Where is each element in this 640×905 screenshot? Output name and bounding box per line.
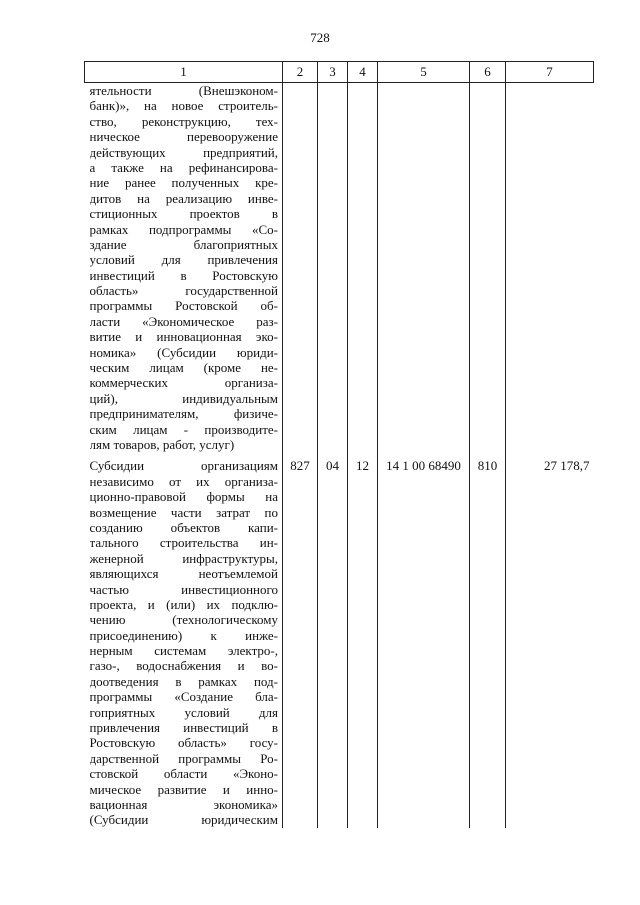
header-col-4: 4 [348,62,378,83]
description-line: номика» (Субсидии юриди- [89,344,278,360]
description-line: частью инвестиционного [89,581,278,597]
row-1-subsection-code [348,83,378,453]
description-line: ционно-правовой формы на [89,489,278,505]
page-number: 728 [310,30,330,45]
description-line: витие и инновационная эко- [89,329,278,345]
description-line: привлечения инвестиций в [89,720,278,736]
row-2-section-code: 04 [318,458,348,827]
header-col-2: 2 [283,62,318,83]
description-line: возмещение части затрат по [89,504,278,520]
header-col-3: 3 [318,62,348,83]
description-line: лям товаров, работ, услуг) [89,436,235,452]
header-col-6: 6 [470,62,506,83]
description-line: а также на рефинансирова- [89,159,278,175]
description-line: банк)», на новое строитель- [89,98,278,114]
description-line: тального строительства ин- [89,535,278,551]
row-1-target-code [378,83,470,453]
row-2-target-code: 14 1 00 68490 [378,458,470,827]
row-1-amount [506,83,594,453]
header-col-1: 1 [85,62,283,83]
description-line: созданию объектов капи- [89,519,278,535]
description-line: являющихся неотъемлемой [89,566,278,582]
description-line: Ростовскую область» госу- [89,735,278,751]
table-header [85,62,594,83]
header-col-5: 5 [378,62,470,83]
row-2-ministry-code: 827 [283,458,318,827]
row-2-expense-type: 810 [470,458,506,827]
description-line: женерной инфраструктуры, [89,550,278,566]
description-line: мическое развитие и инно- [89,781,278,797]
description-line: программы «Создание бла- [89,689,278,705]
description-line: доотведения в рамках под- [89,673,278,689]
row-1-description [85,83,283,453]
description-line: ство, реконструкцию, тех- [89,113,278,129]
description-line: ласти «Экономическое раз- [89,313,278,329]
description-line: ческим лицам (кроме не- [89,360,278,376]
description-line: Субсидии организациям [89,458,278,474]
description-line: здание благоприятных [89,236,278,252]
description-line: ским лицам - производите- [89,421,278,437]
description-line: ние ранее полученных кре- [89,175,278,191]
description-line: газо-, водоснабжения и во- [89,658,278,674]
description-line: коммерческих организа- [89,375,278,391]
description-line: действующих предприятий, [89,144,278,160]
description-line: чению (технологическому [89,612,278,628]
description-line: условий для привлечения [89,252,278,268]
row-2-subsection-code: 12 [348,458,378,827]
description-line: вационная экономика» [89,796,278,812]
description-line: инвестиций в Ростовскую [89,267,278,283]
header-col-7: 7 [506,62,594,83]
description-line: гоприятных условий для [89,704,278,720]
description-line: предпринимателям, физиче- [89,406,278,422]
table-row [85,458,594,827]
description-line: рамках подпрограммы «Со- [89,221,278,237]
description-line: дитов на реализацию инве- [89,190,278,206]
description-line: независимо от их организа- [89,473,278,489]
description-line: программы Ростовской об- [89,298,278,314]
description-line: стиционных проектов в [89,206,278,222]
row-2-amount: 27 178,7 [544,458,590,474]
budget-table [84,61,594,828]
row-2-description [85,458,283,827]
description-line: дарственной программы Ро- [89,750,278,766]
row-1-section-code [318,83,348,453]
description-line: ций), индивидуальным [89,390,278,406]
description-line: (Субсидии юридическим [89,812,278,828]
description-line: присоединению) к инже- [89,627,278,643]
description-line: область» государственной [89,283,278,299]
description-line: нерным системам электро-, [89,643,278,659]
row-1-ministry-code [283,83,318,453]
header-row [85,62,594,83]
description-line: ническое перевооружение [89,129,278,145]
description-line: проекта, и (или) их подклю- [89,596,278,612]
row-1-expense-type [470,83,506,453]
description-line: стовской области «Эконо- [89,766,278,782]
description-line: ятельности (Внешэконом- [89,83,278,98]
table-row [85,83,594,453]
